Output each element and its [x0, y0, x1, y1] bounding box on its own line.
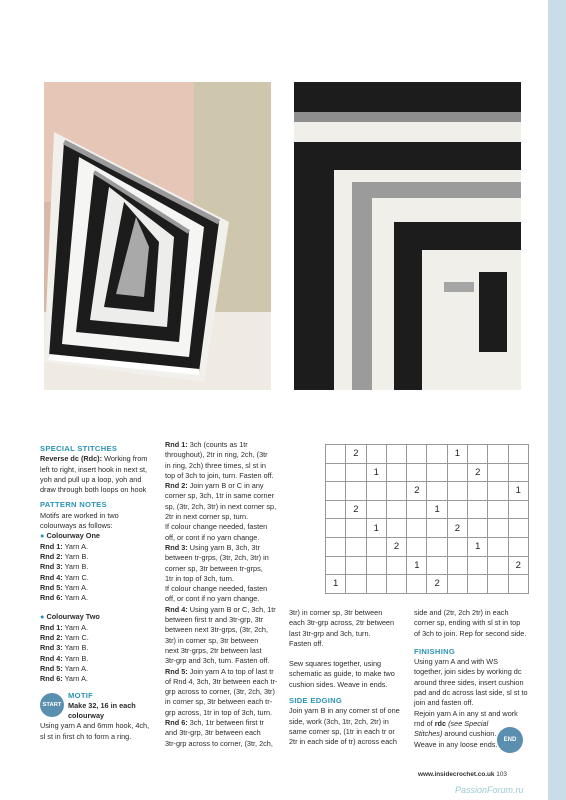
text-line: join and fasten off. [414, 698, 474, 708]
chart-cell [447, 537, 467, 556]
text-line: schematic as guide, to make two [289, 669, 395, 679]
chart-cell [488, 463, 508, 482]
chart-cell: 2 [346, 445, 366, 464]
round-yarn: Yarn C. [64, 572, 89, 582]
instruction-line: sp, (3tr, 2ch, 3tr) in next corner sp, [165, 501, 277, 511]
round-instruction [165, 718, 283, 749]
text-line: Using yarn A and with WS [414, 657, 498, 667]
chart-cell [326, 445, 346, 464]
text-line: cushion sides. Weave in ends. [289, 679, 388, 689]
text-line: corner sp, ending with sl st in top [414, 618, 521, 628]
text-line: last 3tr-grp and 3ch, turn. [289, 628, 371, 638]
rejoin-line: Rejoin yarn A in any st and work [414, 708, 518, 718]
round-label: Rnd 2: [40, 633, 63, 643]
chart-cell [447, 482, 467, 501]
instruction-line: grp across, 1tr in top of 3ch, turn. [165, 707, 273, 717]
bullet-icon: ● [40, 612, 45, 622]
text-line: same corner sp, (1tr in each tr or [289, 726, 395, 736]
instruction-line: off, or cont if no yarn change. [165, 532, 260, 542]
text-line: 3tr) in corner sp, 3tr between [289, 608, 383, 617]
rdc-line: Working from [104, 454, 148, 464]
chart-row [326, 575, 529, 594]
chart-row [326, 556, 529, 575]
colourway-one-title [40, 531, 158, 541]
round-label: Rnd 6: [165, 718, 188, 728]
instruction-line: grp across to corner, (3tr, 2ch, 3tr) [165, 687, 275, 697]
notes-paragraph [40, 511, 158, 532]
chart-cell: 1 [407, 556, 427, 575]
chart-cell [326, 537, 346, 556]
colourway-row [40, 623, 158, 633]
rdc-paragraph [40, 454, 158, 495]
round-instruction [165, 605, 283, 667]
weave-line: Weave in any loose ends. [414, 739, 498, 749]
colourway-row [40, 633, 158, 643]
round-yarn: Yarn A. [64, 593, 88, 603]
chart-cell [508, 537, 528, 556]
chart-cell: 1 [447, 445, 467, 464]
chart-cell: 2 [386, 537, 406, 556]
chart-cell [447, 575, 467, 594]
instruction-line: 3tr-grp and 3ch, turn. Fasten off. [165, 656, 270, 666]
special-stitches-heading: SPECIAL STITCHES [40, 444, 118, 453]
text-line: 2tr in each side of tr) across each [289, 737, 397, 747]
chart-cell [386, 519, 406, 538]
chart-cell [366, 575, 386, 594]
instruction-line: next 3tr-grps, 2tr between last [165, 645, 262, 655]
instruction-line: Using yarn B or C, 3ch, 1tr [187, 604, 276, 614]
chart-cell: 2 [508, 556, 528, 575]
colourway-row [40, 573, 158, 583]
round-label: Rnd 2: [40, 551, 63, 561]
chart-cell [386, 482, 406, 501]
schematic-chart [325, 444, 529, 594]
chart-cell [407, 445, 427, 464]
chart-cell [366, 482, 386, 501]
chart-cell [427, 537, 447, 556]
rdc-term: Reverse dc (Rdc): [40, 454, 103, 464]
text-line: each 3tr-grp across, 2tr between [289, 618, 395, 628]
chart-cell: 2 [468, 463, 488, 482]
chart-cell [488, 537, 508, 556]
chart-row [326, 500, 529, 519]
instruction-line: 2tr in next corner sp, turn. [165, 512, 249, 522]
round-yarn: Yarn C. [64, 633, 89, 643]
instruction-line: If colour change needed, fasten [165, 584, 268, 594]
round-instruction [165, 440, 283, 481]
motif-line: sl st in first ch to form a ring. [40, 731, 132, 741]
chart-cell [508, 519, 528, 538]
chart-cell [468, 500, 488, 519]
chart-cell [468, 519, 488, 538]
col3-paragraph-1 [289, 608, 407, 649]
round-label: Rnd 6: [40, 593, 63, 603]
chart-row [326, 482, 529, 501]
chart-cell [326, 556, 346, 575]
chart-cell [386, 445, 406, 464]
chart-cell: 1 [468, 537, 488, 556]
rejoin-text: rnd of [414, 718, 435, 728]
text-line: side and (2tr, 2ch 2tr) in each [414, 608, 509, 617]
col4-paragraph-1 [414, 608, 534, 639]
chart-cell [346, 556, 366, 575]
side-edging-heading: SIDE EDGING [289, 696, 343, 706]
see-special-ref: (see Special [448, 718, 489, 728]
chart-cell [326, 463, 346, 482]
round-yarn: Yarn B. [64, 551, 89, 561]
col3-paragraph-2 [289, 659, 407, 690]
motif-sub [68, 701, 158, 722]
instruction-line: Using yarn B, 3ch, 3tr [187, 542, 260, 552]
motif-sub-line: Make 32, 16 in each [68, 700, 136, 710]
instruction-line: between tr-grps, (3tr, 2ch, 3tr) in [165, 553, 269, 563]
colourway-two-title [40, 612, 158, 622]
chart-cell [326, 482, 346, 501]
chart-cell [427, 556, 447, 575]
chart-cell [386, 463, 406, 482]
column-1 [40, 440, 158, 742]
instruction-line: in corner sp, 3tr between each tr- [165, 697, 273, 707]
round-label: Rnd 1: [40, 541, 63, 551]
col3-paragraph-3 [289, 706, 407, 747]
chart-cell [488, 519, 508, 538]
instruction-line: corner sp, 3tr between tr-grps, [165, 563, 263, 573]
chart-cell [366, 556, 386, 575]
chart-cell [488, 575, 508, 594]
chart-cell [346, 519, 366, 538]
cushion-photo [44, 82, 271, 390]
chart-cell: 2 [427, 575, 447, 594]
round-yarn: Yarn A. [64, 674, 88, 684]
notes-line: colourways as follows: [40, 521, 113, 531]
instruction-line: in ring, 2ch) three times, sl st in [165, 460, 266, 470]
instruction-line: between first tr and 3tr-grp, 3tr [165, 615, 264, 625]
round-label: Rnd 3: [40, 562, 63, 572]
chart-cell: 2 [346, 500, 366, 519]
around-cushion-text: around cushion. [442, 729, 497, 739]
instruction-line: corner sp, 3ch, 1tr in same corner [165, 491, 275, 501]
round-label: Rnd 2: [165, 481, 188, 491]
watermark: PassionForum.ru [455, 785, 524, 795]
column-2 [165, 440, 283, 749]
col4-paragraph-2 [414, 657, 534, 708]
chart-cell [326, 519, 346, 538]
chart-cell [447, 556, 467, 575]
round-label: Rnd 5: [165, 666, 188, 676]
round-label: Rnd 4: [40, 572, 63, 582]
chart-cell [508, 463, 528, 482]
text-line: together, join sides by working dc [414, 667, 522, 677]
motif-sub-line: colourway [68, 711, 105, 721]
chart-cell [346, 575, 366, 594]
chart-cell [488, 445, 508, 464]
chart-cell [407, 537, 427, 556]
instruction-line: Join yarn A to top of last tr [187, 666, 274, 676]
footer-site: www.insidecrochet.co.uk [418, 771, 495, 778]
instruction-line: 3ch (counts as 1tr [187, 440, 248, 449]
chart-cell [407, 463, 427, 482]
chart-cell [366, 500, 386, 519]
chart-cell: 2 [407, 482, 427, 501]
chart-cell: 1 [427, 500, 447, 519]
colourway-row [40, 643, 158, 653]
round-yarn: Yarn B. [64, 653, 89, 663]
colourway-row [40, 562, 158, 572]
chart-cell [447, 500, 467, 519]
chart-cell [326, 500, 346, 519]
text-line: Fasten off. [289, 638, 324, 648]
instruction-line: top of 3ch to join, turn. Fasten off. [165, 470, 274, 480]
round-label: Rnd 1: [40, 622, 63, 632]
chart-cell [447, 463, 467, 482]
round-label: Rnd 5: [40, 582, 63, 592]
chart-cell [468, 556, 488, 575]
chart-cell: 1 [366, 463, 386, 482]
instruction-line: of Rnd 4, 3ch, 3tr between each tr- [165, 676, 278, 686]
column-3 [289, 608, 407, 748]
chart-cell [508, 575, 528, 594]
chart-cell: 2 [447, 519, 467, 538]
chart-cell [386, 500, 406, 519]
chart-row [326, 445, 529, 464]
colourway-one-list [40, 542, 158, 604]
instruction-line: If colour change needed, fasten [165, 522, 268, 532]
round-label: Rnd 5: [40, 663, 63, 673]
rdc-line: left to right, insert hook in next st, [40, 464, 148, 474]
motif-heading: MOTIF [68, 690, 94, 700]
colourway-row [40, 593, 158, 603]
chart-cell [346, 537, 366, 556]
chart-cell [366, 537, 386, 556]
chart-cell [488, 500, 508, 519]
chart-cell [407, 519, 427, 538]
start-badge: START [40, 693, 64, 717]
notes-line: Motifs are worked in two [40, 510, 119, 520]
text-line: Join yarn B in any corner st of one [289, 706, 400, 716]
chart-cell [427, 482, 447, 501]
chart-cell [468, 575, 488, 594]
stitches-ref: Stitches) [414, 729, 443, 739]
chart-cell [468, 482, 488, 501]
chart-cell [508, 500, 528, 519]
round-yarn: Yarn A. [64, 663, 88, 673]
colourway-two-list [40, 623, 158, 685]
round-yarn: Yarn A. [64, 541, 88, 551]
chart-row [326, 537, 529, 556]
colourway-row [40, 542, 158, 552]
chart-cell [427, 463, 447, 482]
colourway-row [40, 552, 158, 562]
instruction-line: between next 3tr-grps, (3tr, 2ch, [165, 625, 269, 635]
round-label: Rnd 4: [165, 604, 188, 614]
rdc-line: yoh and pull up a loop, yoh and [40, 474, 142, 484]
text-line: side, work (3ch, 1tr, 2ch, 2tr) in [289, 716, 389, 726]
colourway-row [40, 583, 158, 593]
chart-cell [427, 445, 447, 464]
chart-cell [386, 575, 406, 594]
round-instruction [165, 543, 283, 605]
end-badge: END [497, 727, 523, 753]
instruction-line: and 3tr-grp, 3tr between each [165, 728, 261, 738]
chart-cell [488, 556, 508, 575]
chart-cell [386, 556, 406, 575]
page-edge-strip [548, 0, 566, 800]
page-footer [418, 771, 507, 778]
motif-section [40, 691, 158, 722]
schematic-grid [325, 444, 529, 594]
text-line: around three sides, insert cushion [414, 677, 524, 687]
instruction-line: off, or cont if no yarn change. [165, 594, 260, 604]
footer-page-number: 103 [496, 771, 507, 778]
round-label: Rnd 3: [40, 643, 63, 653]
chart-cell [366, 445, 386, 464]
round-label: Rnd 6: [40, 674, 63, 684]
round-label: Rnd 4: [40, 653, 63, 663]
instruction-line: 3ch, 1tr between first tr [187, 718, 264, 728]
chart-cell: 1 [508, 482, 528, 501]
round-label: Rnd 1: [165, 440, 188, 449]
chart-cell: 1 [366, 519, 386, 538]
rdc-bold: rdc [434, 718, 447, 728]
motif-line: Using yarn A and 6mm hook, 4ch, [40, 721, 150, 731]
round-instruction [165, 481, 283, 543]
round-yarn: Yarn B. [64, 562, 89, 572]
chart-cell [407, 575, 427, 594]
chart-cell [508, 445, 528, 464]
pattern-notes-heading: PATTERN NOTES [40, 500, 107, 510]
instruction-line: 1tr in top of 3ch, turn. [165, 573, 234, 583]
instruction-line: 3tr) in corner sp, 3tr between [165, 635, 259, 645]
bullet-icon: ● [40, 531, 45, 541]
round-yarn: Yarn A. [64, 582, 88, 592]
chart-cell [346, 482, 366, 501]
chart-cell [407, 500, 427, 519]
round-yarn: Yarn B. [64, 643, 89, 653]
round-label: Rnd 3: [165, 542, 188, 552]
chart-row [326, 463, 529, 482]
chart-cell [468, 445, 488, 464]
chart-cell [346, 463, 366, 482]
motif-paragraph [40, 721, 158, 742]
rdc-line: draw through both loops on hook [40, 485, 147, 495]
colourway-one-label: Colourway One [46, 531, 100, 541]
text-line: pad and dc across last side, sl st to [414, 688, 528, 698]
text-line: of 3ch to join. Rep for second side. [414, 628, 527, 638]
chart-cell: 1 [326, 575, 346, 594]
colourway-row [40, 674, 158, 684]
colourway-row [40, 664, 158, 674]
colourway-two-label: Colourway Two [46, 612, 100, 622]
chart-cell [488, 482, 508, 501]
round-yarn: Yarn A. [64, 622, 88, 632]
text-line: Sew squares together, using [289, 659, 382, 669]
instruction-line: throughout), 2tr in ring, 2ch, (3tr [165, 450, 268, 460]
chart-row [326, 519, 529, 538]
finishing-heading: FINISHING [414, 646, 456, 656]
colourway-row [40, 654, 158, 664]
instruction-line: Join yarn B or C in any [187, 481, 264, 491]
instruction-line: 3tr-grp across to corner, (3tr, 2ch, [165, 738, 273, 748]
closeup-photo [294, 82, 521, 390]
chart-cell [427, 519, 447, 538]
round-instruction [165, 667, 283, 718]
